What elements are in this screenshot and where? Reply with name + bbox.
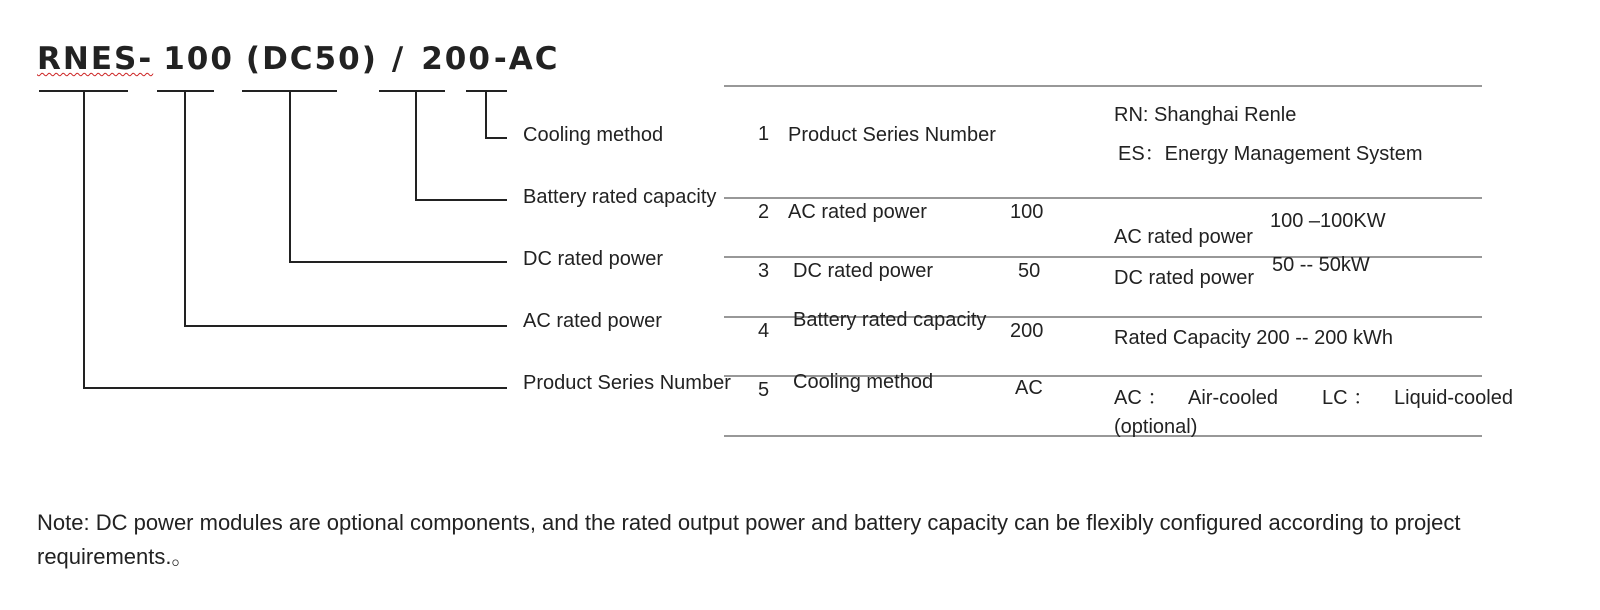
callout-series-number: Product Series Number <box>523 372 731 394</box>
row-1-desc-rn: RN: Shanghai Renle <box>1114 104 1297 126</box>
row-4-number: 4 <box>758 320 770 342</box>
callout-battery-capacity: Battery rated capacity <box>523 186 717 208</box>
row-5-desc-optional: (optional) <box>1114 416 1198 438</box>
leader-ac-power <box>185 91 507 326</box>
row-5-desc-ac-key: AC ： <box>1114 387 1168 409</box>
row-4-item: Battery rated capacity <box>793 309 987 331</box>
leader-capacity <box>416 91 507 200</box>
leader-dc-power <box>290 91 507 262</box>
leader-cooling <box>486 91 507 138</box>
code-ac-power: 100 <box>163 41 234 77</box>
row-2-desc-label: AC rated power <box>1114 226 1253 248</box>
row-1-number: 1 <box>758 123 770 145</box>
row-5-value: AC <box>1015 377 1043 399</box>
callout-cooling-method: Cooling method <box>523 124 664 146</box>
row-3-number: 3 <box>758 260 770 282</box>
row-3-desc-value: 50 -- 50kW <box>1272 254 1370 276</box>
row-5-desc-lc-key: LC ： <box>1322 387 1374 409</box>
code-slash: / <box>391 41 406 77</box>
note-text: Note: DC power modules are optional components, and the rated output power and battery capacity can be flexibly configured according to project requirements.。 <box>37 510 1461 569</box>
row-4-desc: Rated Capacity 200 -- 200 kWh <box>1114 327 1394 349</box>
row-5-number: 5 <box>758 379 770 401</box>
model-code <box>37 41 560 77</box>
row-2-number: 2 <box>758 201 770 223</box>
row-4-value: 200 <box>1010 320 1044 342</box>
code-dc-power: (DC50) <box>245 41 378 77</box>
code-prefix: RNES- <box>37 41 154 77</box>
row-1-item: Product Series Number <box>788 124 996 146</box>
code-capacity: 200 <box>421 41 492 77</box>
row-3-value: 50 <box>1018 260 1041 282</box>
callout-ac-power: AC rated power <box>523 310 662 332</box>
row-1-desc-line2: ES：Energy Management System <box>1118 143 1423 165</box>
row-1-desc-line1 <box>1114 105 1296 125</box>
callout-dc-power: DC rated power <box>523 248 664 270</box>
row-5-item: Cooling method <box>793 371 934 393</box>
code-cooling: -AC <box>493 41 560 77</box>
row-2-value: 100 <box>1010 201 1044 223</box>
row-5-desc-lc-value: Liquid-cooled <box>1394 387 1513 409</box>
row-3-desc-label: DC rated power <box>1114 267 1255 289</box>
leader-series <box>84 91 507 388</box>
row-2-item: AC rated power <box>788 201 927 223</box>
row-5-desc-ac-value: Air-cooled <box>1188 387 1279 409</box>
row-2-desc-value: 100 –100KW <box>1270 210 1386 232</box>
row-3-item: DC rated power <box>793 260 934 282</box>
